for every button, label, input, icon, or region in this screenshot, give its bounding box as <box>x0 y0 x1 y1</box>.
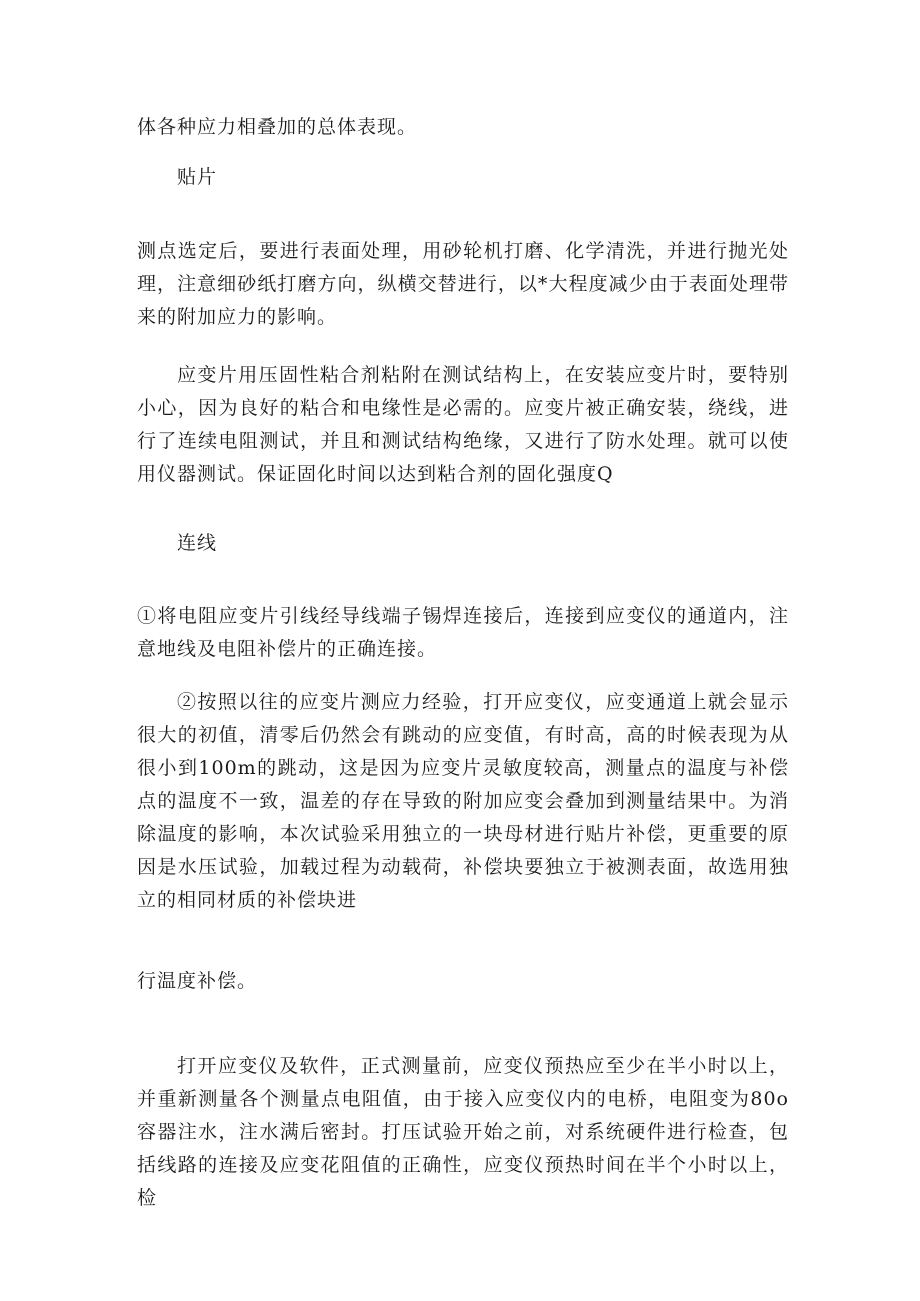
paragraph-temperature-compensation: 行温度补偿。 <box>137 970 258 992</box>
section-heading-lianxian: 连线 <box>177 532 218 554</box>
paragraph-measurement-procedure: 打开应变仪及软件，正式测量前，应变仪预热应至少在半小时以上，并重新测量各个测量点电阻值，由于接入应变仪内的电桥，电阻变为80o容器注水，注水满后密封。打压试验开始之前，对系统硬件进行检查，包括线路的连接及应变花阻值的正确性，应变仪预热时间在半个小时以上，检 <box>137 1055 789 1209</box>
paragraph-surface-treatment: 测点选定后，要进行表面处理，用砂轮机打磨、化学清洗，并进行抛光处理，注意细砂纸打磨方向，纵横交替进行，以*大程度减少由于表面处理带来的附加应力的影响。 <box>137 240 789 328</box>
paragraph-wiring-step-2: ②按照以往的应变片测应力经验，打开应变仪，应变通道上就会显示很大的初值，清零后仍然会有跳动的应变值，有时高，高的时候表现为从很小到100m的跳动，这是因为应变片灵敏度较高，测量点的温度与补偿点的温度不一致，温差的存在导致的附加应变会叠加到测量结果中。为消除温度的影响，本次试验采用独立的一块母材进行贴片补偿，更重要的原因是水压试验，加载过程为动载荷，补偿块要独立于被测表面，故选用独立的相同材质的补偿块进 <box>137 691 789 911</box>
paragraph-continuation: 体各种应力相叠加的总体表现。 <box>137 116 418 138</box>
section-heading-tiepian: 贴片 <box>177 166 218 188</box>
paragraph-strain-gauge-install: 应变片用压固性粘合剂粘附在测试结构上，在安装应变片时，要特别小心，因为良好的粘合和电缘性是必需的。应变片被正确安装，绕线，进行了连续电阻测试，并且和测试结构绝缘，又进行了防水处理。就可以使用仪器测试。保证固化时间以达到粘合剂的固化强度Q <box>137 364 789 485</box>
paragraph-wiring-step-1: ①将电阻应变片引线经导线端子锡焊连接后，连接到应变仪的通道内，注意地线及电阻补偿片的正确连接。 <box>137 605 789 660</box>
